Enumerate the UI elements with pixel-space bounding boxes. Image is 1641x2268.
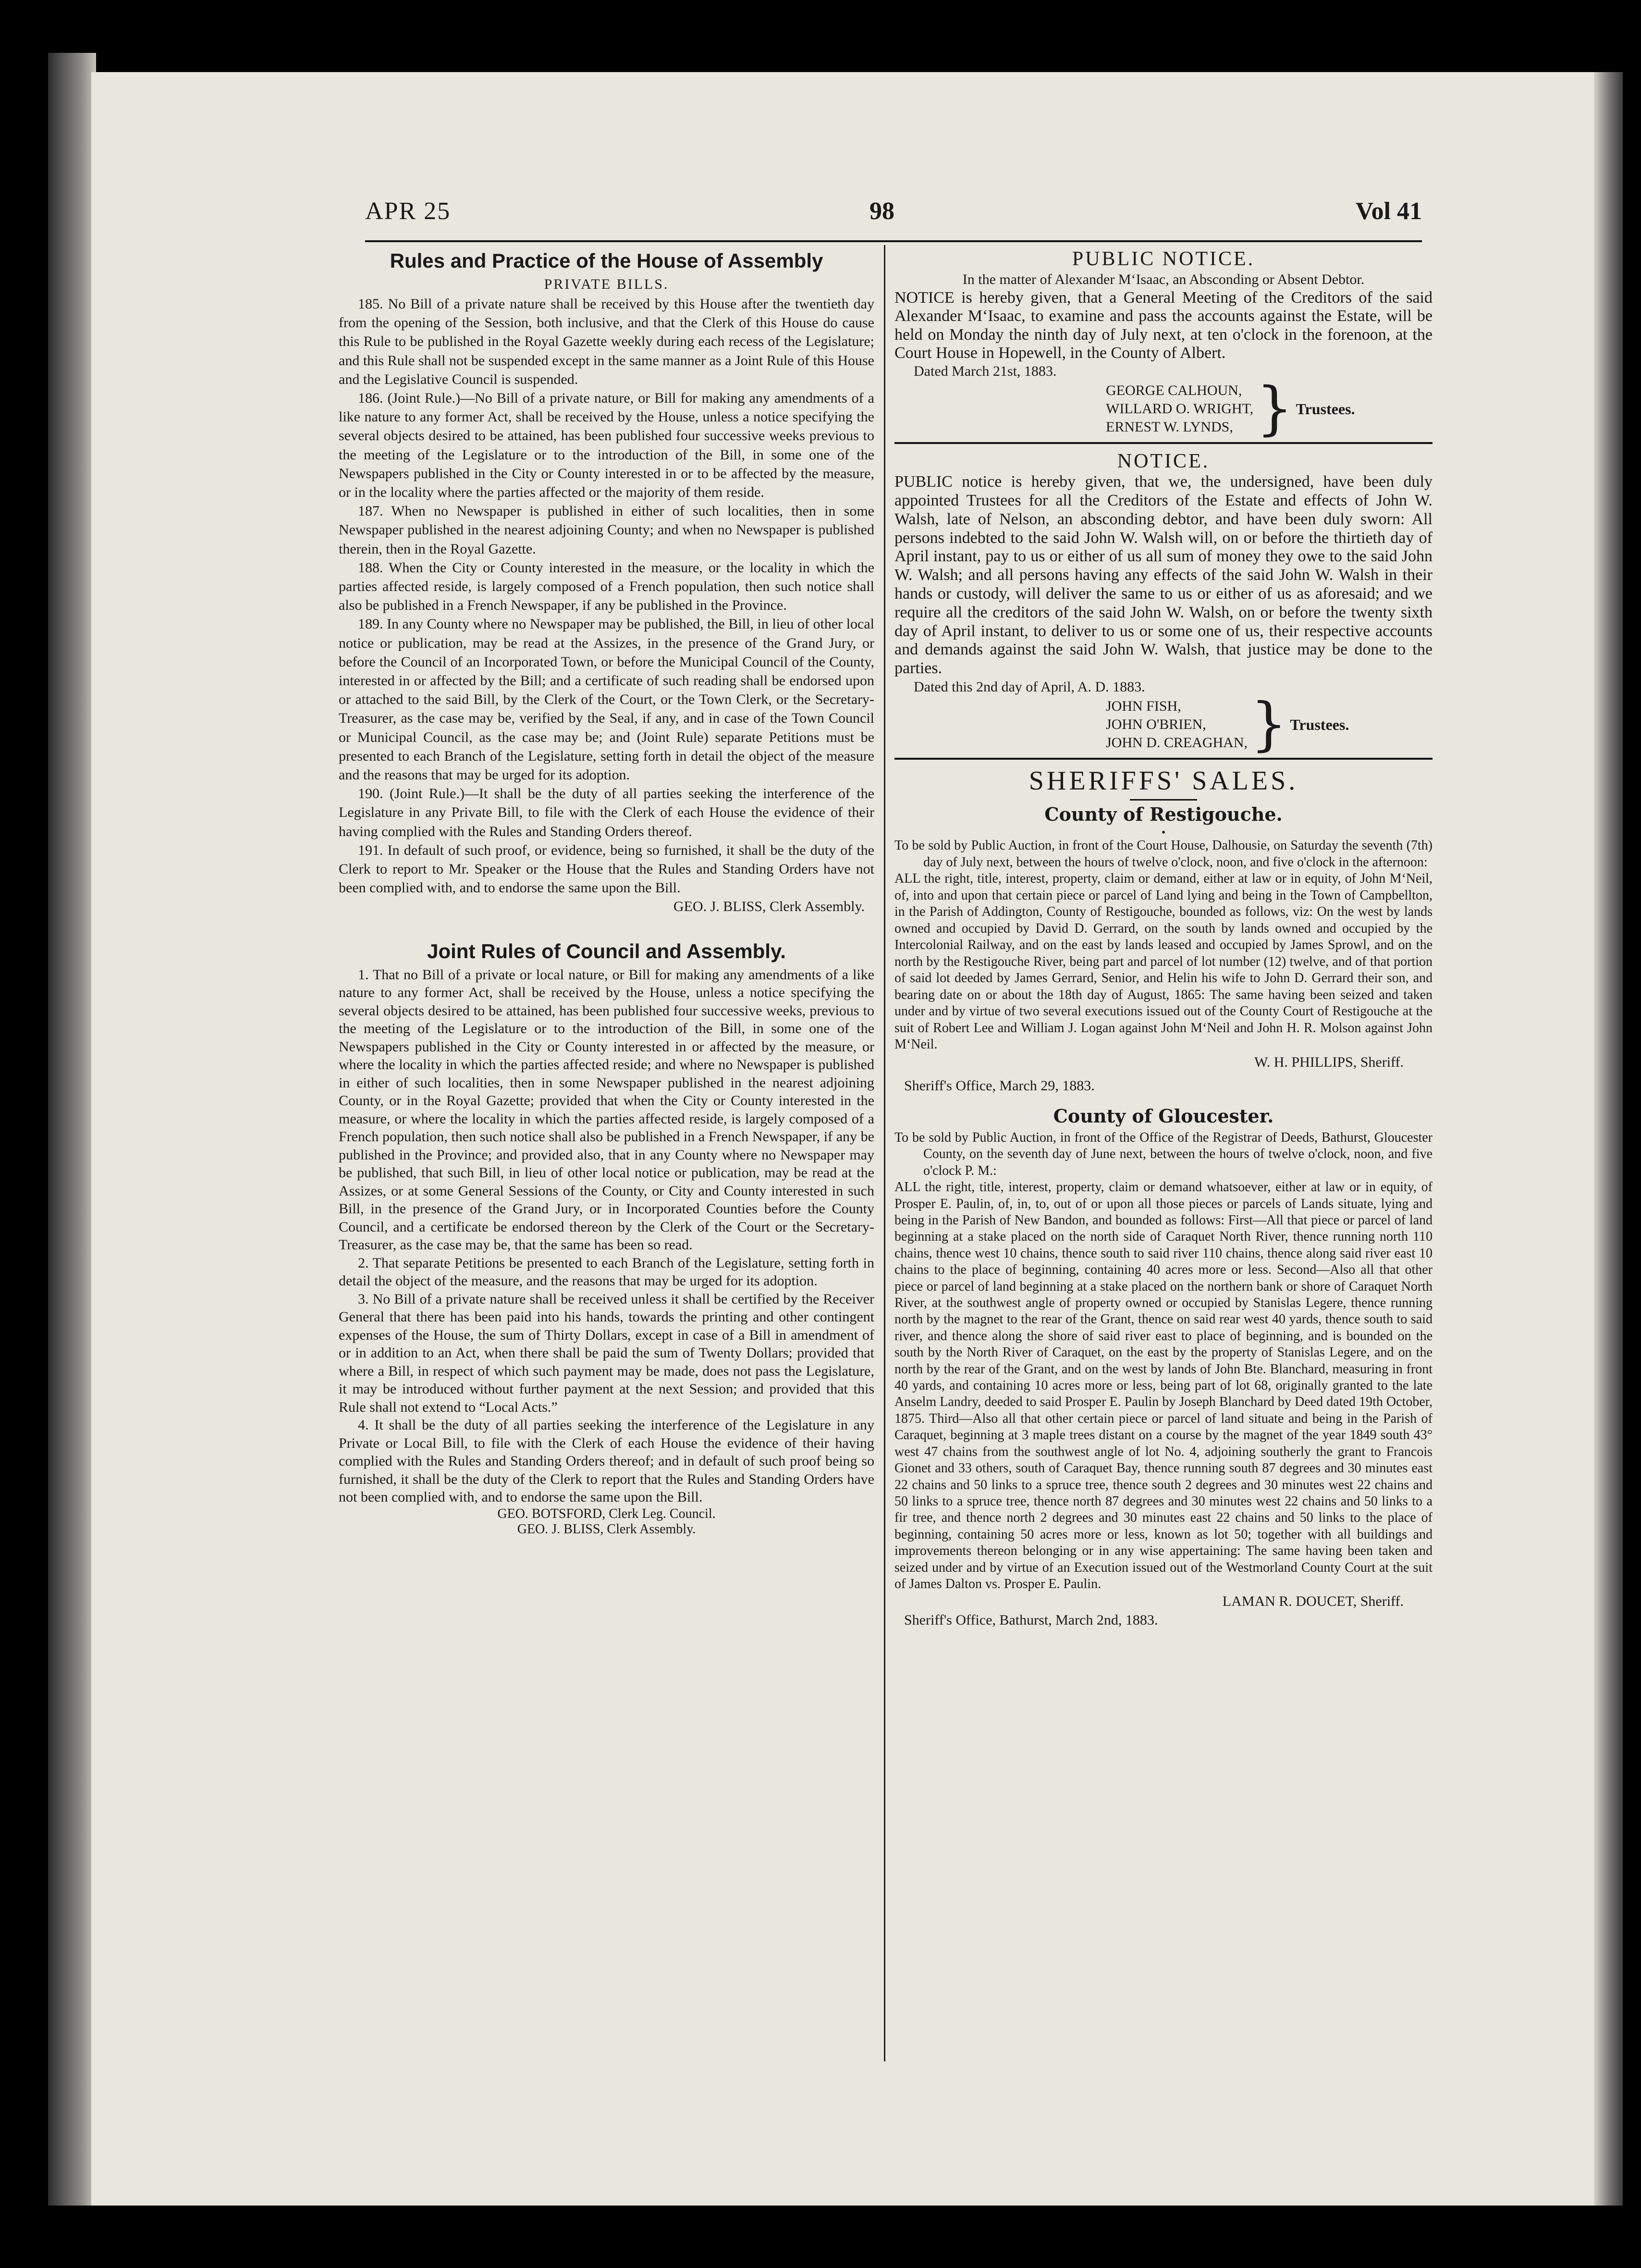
sheriffs-sales-heading: SHERIFFS' SALES. [1029, 766, 1298, 796]
rule-186: 186. (Joint Rule.)—No Bill of a private nature, or Bill for making any amendments of a like nature to any former Act, shall be received by the House, unless a notice specifying the several objects desired to be attained, has been published four successive weeks previous to the meeting of the Legislature or to the introduction of the Bill, in some one of the Newspapers published in the City or County interested in or to be affected by the measure, or in the locality where the parties affected or the majority of them reside. [339, 390, 874, 501]
restigouche-office: Sheriff's Office, March 29, 1883. [904, 1077, 1095, 1094]
gloucester-heading: County of Gloucester. [1053, 1105, 1274, 1127]
private-bills-heading: PRIVATE BILLS. [544, 276, 669, 292]
left-column [339, 247, 874, 1537]
joint-rules-title: Joint Rules of Council and Assembly. [427, 939, 786, 962]
gloucester-sheriff: LAMAN R. DOUCET, Sheriff. [1222, 1593, 1404, 1610]
rule-191: 191. In default of such proof, or evidence, being so furnished, it shall be the duty of the Clerk to report to Mr. Speaker or the House that the Rules and Standing Orders have not been complied with, and to endorse the same upon the Bill. [339, 842, 874, 896]
gloucester-intro: To be sold by Public Auction, in front of the Office of the Registrar of Deeds, Bathurst, Gloucester County, on the seventh day of June next, between the hours of twelve o'clock, noon, and five o'clock P. M.: [894, 1130, 1433, 1178]
notice-dated: Dated this 2nd day of April, A. D. 1883. [914, 678, 1145, 695]
public-notice-dated: Dated March 21st, 1883. [914, 363, 1057, 380]
notice-heading: NOTICE. [1117, 450, 1210, 473]
public-notice-matter: In the matter of Alexander M‘Isaac, an Absconding or Absent Debtor. [962, 271, 1365, 287]
notice-body: PUBLIC notice is hereby given, that we, the undersigned, have been duly appointed Trustees for all the Creditors of the Estate and effects of John W. Walsh, late of Nelson, an absconding debtor, and have been duly sworn: All persons indebted to the said John W. Walsh will, on or before the thirtieth day of April instant, pay to us or either of us all sum of money they owe to the said John W. Walsh; and all persons having any effects of the said John W. Walsh in their hands or custody, will deliver the same to us or either of us as aforesaid; and we require all the creditors of the said John W. Walsh, on or before the twenty sixth day of April instant, to deliver to us or some one of us, their respective accounts and demands against the said John W. Walsh, that justice may be done to the parties. [894, 473, 1433, 678]
short-rule [1130, 799, 1197, 801]
brace-glyph: } [1250, 691, 1287, 758]
gloucester-office: Sheriff's Office, Bathurst, March 2nd, 1883. [904, 1612, 1158, 1628]
joint-rule-1: 1. That no Bill of a private or local nature, or Bill for making any amendments of a like nature to any former Act, shall be received by the House, unless a notice specifying the several objects desired to be attained, has been published four successive weeks, previous to the meeting of the Legislature or to the introduction of the Bill, in some one of the Newspapers published in the City or County interested in or affected by the measure, or where the locality in which the parties affected reside; and where no Newspaper is published in either of such localities, then in some Newspaper published in the nearest adjoining County, or in the Royal Gazette; provided that when the City or County interested in the measure, or where the locality in which the parties affected reside, is largely composed of a French population, then such notice shall also be published in a French Newspaper, if any be published in the Province; and provided also, that in any County where no Newspaper may be published, that such Bill, in lieu of other local notice or publication, may be read at the Assizes, or at some General Sessions of the County, or City and County interested in such Bill, in the presence of the Grand Jury, or in Incorporated Counties before the County Council, and a certificate be endorsed thereon by the Clerk of the Court or the Secretary-Treasurer, as the case may be, that the same has been so read. [339, 966, 874, 1253]
restigouche-body: ALL the right, title, interest, property, claim or demand, either at law or in equity, of John M‘Neil, of, into and upon that certain piece or parcel of Land lying and being in the Town of Campbellton, in the Parish of Addington, County of Restigouche, bounded as follows, viz: On the west by lands owned and occupied by David D. Gerrard, on the south by lands owned and occupied by the Intercolonial Railway, and on the east by lands leased and occupied by James Sprowl, and on the north by the Restigouche River, being part and parcel of lot number (12) twelve, and of that portion of said lot deeded by James Gerrard, Senior, and Helin his wife to John D. Gerrard their son, and bearing date on or about the 18th day of August, 1865: The same having been seized and taken under and by virtue of two several executions issued out of the County Court of Restigouche at the suit of Robert Lee and William J. Logan against John M‘Neil and John H. R. Molson against John M‘Neil. [894, 871, 1433, 1052]
trustees-label: Trustees. [1290, 715, 1349, 733]
ornament: • [1161, 826, 1166, 839]
public-notice-trustees [1106, 375, 1433, 443]
trustee-name: JOHN O'BRIEN, [1106, 716, 1206, 733]
rule-187: 187. When no Newspaper is published in either of such localities, then in some Newspaper published in the nearest adjoining County; and when no Newspaper is published therein, then in the Royal Gazette. [339, 503, 874, 557]
book-binding [48, 53, 96, 2206]
public-notice-body: NOTICE is hereby given, that a General Meeting of the Creditors of the said Alexander M‘Isaac, to examine and pass the accounts against the Estate, will be held on Monday the ninth day of July next, at ten o'clock in the forenoon, at the Court House in Hopewell, in the County of Albert. [894, 289, 1433, 362]
trustees-label: Trustees. [1296, 400, 1355, 418]
gloucester-body: ALL the right, title, interest, property, claim or demand whatsoever, either at law or in equity, of Prosper E. Paulin, of, in, to, out of or upon all those pieces or parcels of Lands situate, lying and being in the Parish of New Bandon, and bounded as follows: First—All that piece or parcel of land beginning at a stake placed on the north side of Caraquet North River, thence running north 110 chains, thence west 10 chains, thence south to said river 110 chains, thence along said river east 10 chains to the place of beginning, containing 40 acres more or less. Second—Also all that other piece or parcel of land beginning at a stake placed on the northern bank or shore of Caraquet North River, at the southwest angle of property owned or occupied by Stanislas Legere, thence running north by the magnet to the rear of the Grant, thence on said rear west 40 yards, thence south to said river, and thence along the shore of said river east to place of beginning, and is bounded on the south by the North River of Caraquet, on the east by the property of Stanislas Legere, and on the north by the rear of the Grant, and on the west by lands of John Bte. Blanchard, measuring in front 40 yards, and containing 10 acres more or less, being part of lot 68, originally granted to the late Anselm Landry, deeded to said Prosper E. Paulin by Joseph Blanchard by Deed dated 19th October, 1875. Third—Also all that other certain piece or parcel of land situate and being in the Parish of Caraquet, beginning at 3 maple trees distant on a course by the magnet of the year 1849 south 43° west 47 chains from the southwest angle of lot No. 4, adjoining southerly the grant to Francois Gionet and 33 others, south of Caraquet Bay, thence running south 87 degrees and 30 minutes east 22 chains and 50 links to a spruce tree, thence south 2 degrees and 30 minutes west 22 chains and 50 links to a spruce tree, thence north 87 degrees and 30 minutes west 22 chains and 50 links to a fir tree, and thence north 2 degrees and 30 minutes east 22 chains and 50 links to the place of beginning, containing 50 acres more or less, known as lot 50; together with all buildings and improvements thereon belonging or in any wise appertaining: The same having been taken and seized under and by virtue of an Execution issued out of the Westmorland County Court at the suit of James Dalton vs. Prosper E. Paulin. [894, 1180, 1433, 1591]
notice-trustees [1106, 691, 1433, 758]
rule-189: 189. In any County where no Newspaper may be published, the Bill, in lieu of other local notice or publication, may be read at the Assizes, in the presence of the Grand Jury, or before the Council of an Incorporated Town, or before the Municipal Council of the County, interested in or affected by the Bill; and a certificate of such reading shall be endorsed upon or attached to the said Bill, by the Clerk of the Court, or the Town Clerk, or the Secretary-Treasurer, as the case may be, verified by the Seal, if any, and in case of the Town Council or Municipal Council, as the case may be; and (Joint Rule) separate Petitions must be presented to each Branch of the Legislature, setting forth in detail the object of the measure and the reasons that may be urged for its adoption. [339, 616, 874, 783]
brace-glyph: } [1256, 375, 1293, 443]
restigouche-intro: To be sold by Public Auction, in front of the Court House, Dalhousie, on Saturday the seventh (7th) day of July next, between the hours of twelve o'clock, noon, and five o'clock in the afternoon: [894, 838, 1433, 870]
rules-title: Rules and Practice of the House of Assembly [390, 249, 823, 272]
public-notice-heading: PUBLIC NOTICE. [1072, 248, 1255, 270]
rule-190: 190. (Joint Rule.)—It shall be the duty of all parties seeking the interference of the Legislature in any Private Bill, to file with the Clerk of each House the evidence of their having complied with the Rules and Standing Orders thereof. [339, 786, 874, 839]
page-edge [1594, 72, 1623, 2206]
rules-signature: GEO. J. BLISS, Clerk Assembly. [673, 898, 865, 914]
page-header [365, 192, 1422, 242]
trustee-name: WILLARD O. WRIGHT, [1106, 401, 1254, 417]
joint-rule-2: 2. That separate Petitions be presented to each Branch of the Legislature, setting forth in detail the object of the measure, and the reasons that may be urged for its adoption. [339, 1255, 874, 1289]
joint-rule-3: 3. No Bill of a private nature shall be received unless it shall be certified by the Receiver General that there has been paid into his hands, towards the printing and other contingent expenses of the House, the sum of Thirty Dollars, except in case of a Bill in amendment of or in addition to an Act, when there shall be paid the sum of Twenty Dollars; provided that where a Bill, in respect of which such payment may be made, does not pass the Legislature, it may be introduced without further payment at the next Session; and provided that this Rule shall not extend to “Local Acts.” [339, 1291, 874, 1415]
right-column [894, 247, 1433, 1630]
joint-signature-assembly: GEO. J. BLISS, Clerk Assembly. [517, 1521, 696, 1537]
header-volume: Vol 41 [1355, 197, 1422, 225]
trustee-name: JOHN D. CREAGHAN, [1106, 735, 1248, 751]
rule-line [894, 442, 1433, 444]
header-page-number: 98 [869, 197, 894, 225]
restigouche-sheriff: W. H. PHILLIPS, Sheriff. [1254, 1054, 1404, 1070]
rule-185: 185. No Bill of a private nature shall be received by this House after the twentieth day from the opening of the Session, both inclusive, and that the Clerk of this House do cause this Rule to be published in the Royal Gazette weekly during each recess of the Legislature; and this Rule shall not be suspended except in the same manner as a Joint Rule of this House and the Legislative Council is suspended. [339, 296, 874, 387]
trustee-name: ERNEST W. LYNDS, [1106, 419, 1233, 435]
restigouche-heading: County of Restigouche. [1044, 803, 1283, 826]
column-divider [884, 245, 885, 2061]
trustee-name: GEORGE CALHOUN, [1106, 382, 1242, 399]
rule-188: 188. When the City or County interested in the measure, or the locality in which the parties affected reside, is largely composed of a French population, then such notice shall also be published in a French Newspaper, if any be published in the Province. [339, 559, 874, 614]
trustee-name: JOHN FISH, [1106, 698, 1181, 715]
rule-line [894, 758, 1433, 760]
joint-signature-council: GEO. BOTSFORD, Clerk Leg. Council. [497, 1506, 716, 1521]
header-date: APR 25 [365, 197, 451, 225]
joint-rule-4: 4. It shall be the duty of all parties seeking the interference of the Legislature in any Private or Local Bill, to file with the Clerk of each House the evidence of their having complied with the Rules and Standing Orders thereof; and in default of such proof being so furnished, it shall be the duty of the Clerk to report that the Rules and Standing Orders have not been complied with, and to endorse the same upon the Bill. [339, 1417, 874, 1505]
